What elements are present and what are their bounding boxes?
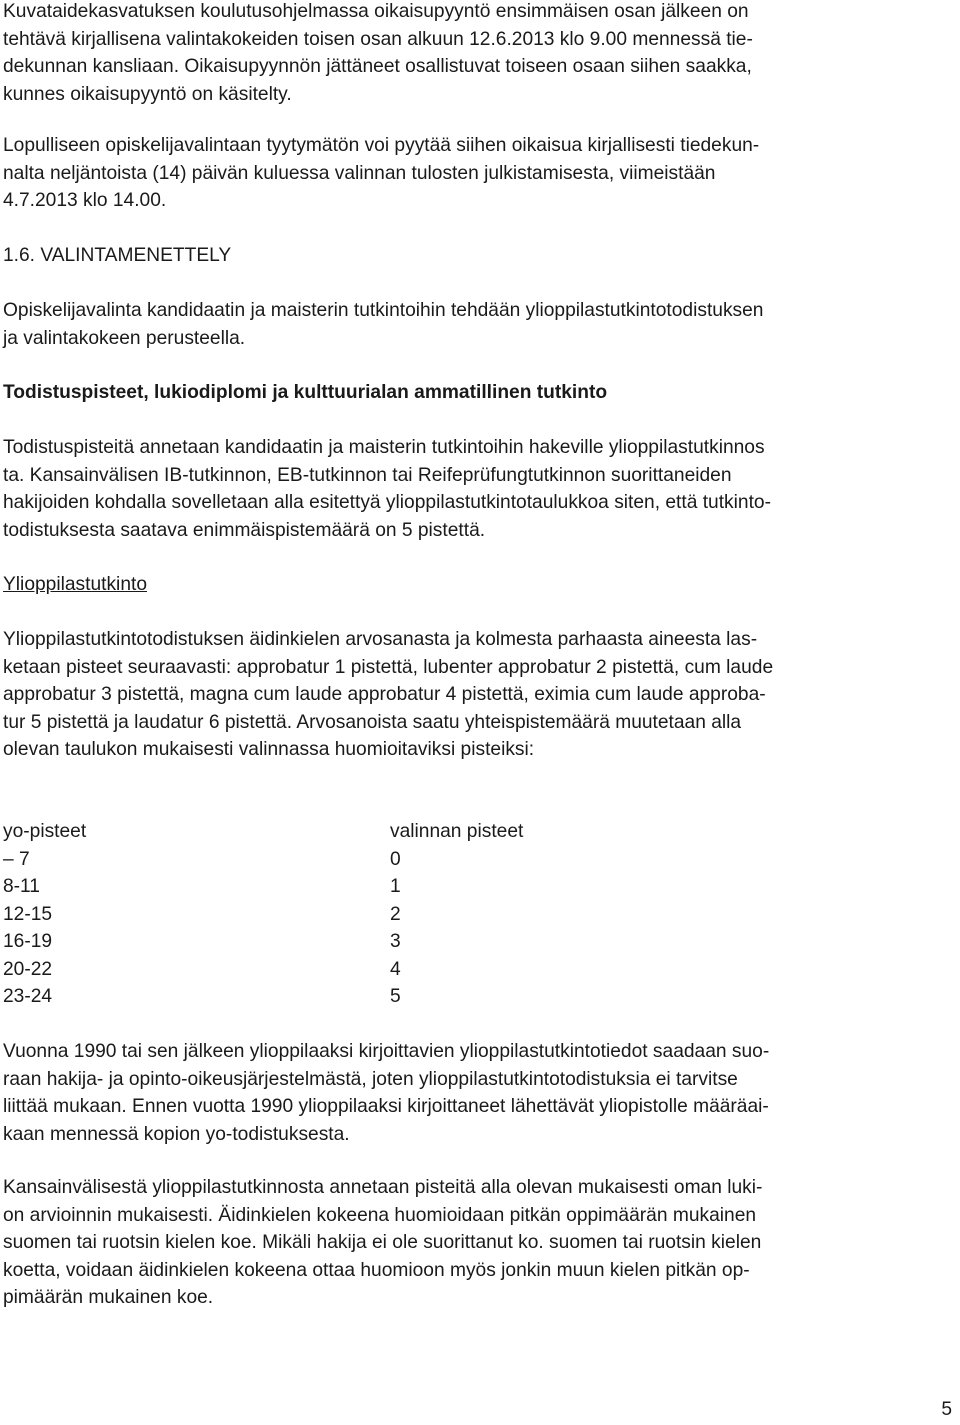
- table-header-cell: yo-pisteet: [3, 821, 87, 842]
- underlined-subheading-text: Ylioppilastutkinto: [3, 574, 147, 595]
- table-header-cell: valinnan pisteet: [390, 821, 524, 842]
- text-line: olevan taulukon mukaisesti valinnassa huomioitaviksi pisteiksi:: [3, 739, 535, 760]
- bold-subheading: [3, 379, 953, 407]
- paragraph-certificate-points: [3, 434, 953, 544]
- table-cell: 3: [390, 931, 401, 952]
- text-line: hakijoiden kohdalla sovelletaan alla esitettyä ylioppilastutkintotaulukkoa siten, että tutkinto-: [3, 492, 771, 513]
- table-cell: 1: [390, 876, 401, 897]
- table-cell: 16-19: [3, 931, 53, 952]
- text-line: kaan mennessä kopion yo-todistuksesta.: [3, 1123, 350, 1145]
- text-line: raan hakija- ja opinto-oikeusjärjestelmästä, joten ylioppilastutkintotodistuksia ei tarvitse: [3, 1068, 738, 1090]
- text-line: liittää mukaan. Ennen vuotta 1990 ylioppilaaksi kirjoittaneet lähettävät yliopistolle määräai-: [3, 1096, 769, 1117]
- paragraph-electronic-records: [3, 1038, 953, 1148]
- text-line: Opiskelijavalinta kandidaatin ja maisterin tutkintoihin tehdään ylioppilastutkintotodistuksen: [3, 300, 764, 321]
- table-cell: 2: [390, 903, 401, 925]
- points-table: [3, 818, 703, 1011]
- text-line: tehtävä kirjallisena valintakokeiden toisen osan alkuun 12.6.2013 klo 9.00 mennessä tie-: [3, 28, 753, 50]
- text-line: Todistuspisteitä annetaan kandidaatin ja maisterin tutkintoihin hakeville ylioppilastutkinnos: [3, 437, 765, 458]
- table-cell: 20-22: [3, 958, 53, 980]
- text-line: approbatur 3 pistettä, magna cum laude approbatur 4 pistettä, eximia cum laude approba-: [3, 684, 766, 705]
- text-line: nalta neljäntoista (14) päivän kuluessa valinnan tulosten julkistamisesta, viimeistään: [3, 162, 716, 184]
- table-row: [3, 846, 703, 874]
- table-row: [3, 901, 703, 929]
- text-line: ta. Kansainvälisen IB-tutkinnon, EB-tutkinnon tai Reifeprüfungtutkinnon suorittaneiden: [3, 464, 732, 486]
- paragraph-appeal-final-selection: [3, 132, 953, 215]
- text-line: 4.7.2013 klo 14.00.: [3, 190, 167, 211]
- table-cell: 5: [390, 986, 401, 1007]
- text-line: dekunnan kansliaan. Oikaisupyynnön jättäneet osallistuvat toiseen osaan siihen saakka,: [3, 56, 752, 77]
- paragraph-appeal-first-part: [3, 0, 953, 108]
- paragraph-selection-basis: [3, 297, 953, 352]
- table-row: [3, 983, 703, 1011]
- text-line: Ylioppilastutkintotodistuksen äidinkielen arvosanasta ja kolmesta parhaasta aineesta las-: [3, 629, 758, 650]
- text-line: Vuonna 1990 tai sen jälkeen ylioppilaaksi kirjoittavien ylioppilastutkintotiedot saadaan suo-: [3, 1041, 770, 1062]
- table-cell: 23-24: [3, 986, 53, 1007]
- text-line: Kansainvälisestä ylioppilastutkinnosta annetaan pisteitä alla olevan mukaisesti oman luki-: [3, 1177, 763, 1198]
- text-line: ketaan pisteet seuraavasti: approbatur 1 pistettä, lubenter approbatur 2 pistettä, cum laude: [3, 656, 774, 678]
- section-heading: [3, 242, 953, 270]
- text-line: Kuvataidekasvatuksen koulutusohjelmassa oikaisupyyntö ensimmäisen osan jälkeen on: [3, 1, 749, 22]
- page-number: 5: [941, 1399, 952, 1420]
- text-line: ja valintakokeen perusteella.: [3, 327, 246, 349]
- underlined-subheading: [3, 571, 953, 599]
- table-cell: 12-15: [3, 903, 53, 925]
- table-cell: 0: [390, 848, 401, 870]
- text-line: suomen tai ruotsin kielen koe. Mikäli hakija ei ole suorittanut ko. suomen tai ruotsin kielen: [3, 1232, 762, 1253]
- section-heading-text: 1.6. VALINTAMENETTELY: [3, 245, 232, 266]
- text-line: koetta, voidaan äidinkielen kokeena ottaa huomioon myös jonkin muun kielen pitkän op-: [3, 1259, 750, 1281]
- table-row: [3, 928, 703, 956]
- table-cell: 4: [390, 958, 401, 980]
- text-line: pimäärän mukainen koe.: [3, 1287, 214, 1308]
- table-cell: 8-11: [3, 876, 40, 897]
- paragraph-matriculation-points: [3, 626, 953, 764]
- table-cell: – 7: [3, 848, 30, 870]
- text-line: on arvioinnin mukaisesti. Äidinkielen kokeena huomioidaan pitkän oppimäärän mukainen: [3, 1204, 757, 1226]
- text-line: Lopulliseen opiskelijavalintaan tyytymätön voi pyytää siihen oikaisua kirjallisesti tiedekun-: [3, 135, 760, 156]
- text-line: kunnes oikaisupyyntö on käsitelty.: [3, 83, 292, 105]
- text-line: tur 5 pistettä ja laudatur 6 pistettä. Arvosanoista saatu yhteispistemäärä muutetaan alla: [3, 711, 742, 733]
- table-header-row: [3, 818, 703, 846]
- bold-subheading-text: Todistuspisteet, lukiodiplomi ja kulttuurialan ammatillinen tutkinto: [3, 382, 608, 403]
- table-row: [3, 873, 703, 901]
- paragraph-international-matriculation: [3, 1174, 953, 1312]
- table-row: [3, 956, 703, 984]
- text-line: todistuksesta saatava enimmäispistemäärä on 5 pistettä.: [3, 519, 486, 541]
